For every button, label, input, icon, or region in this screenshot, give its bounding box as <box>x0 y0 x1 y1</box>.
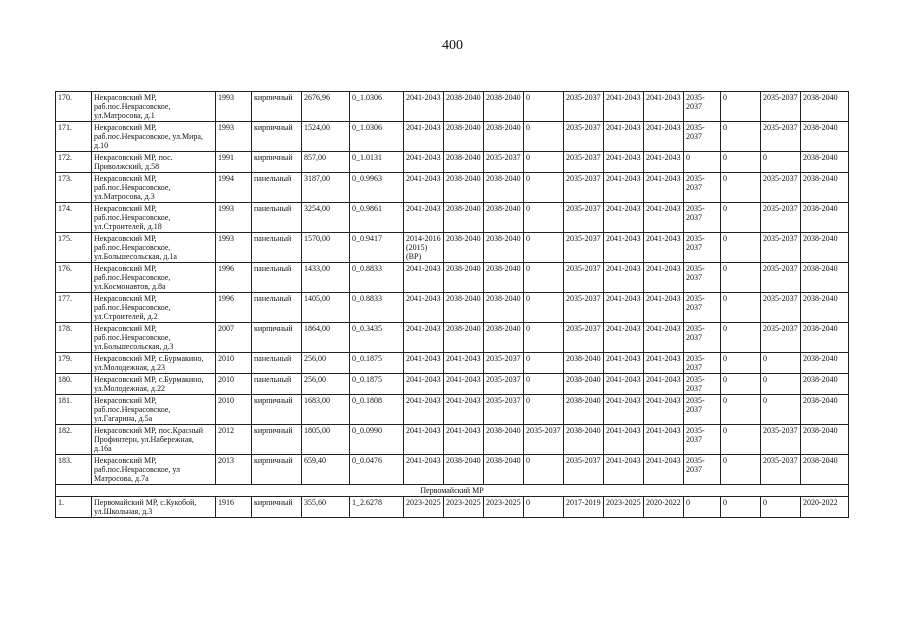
cell-period-9: 0 <box>721 173 761 203</box>
cell-area: 1524,00 <box>302 122 350 152</box>
cell-period-7: 2041-2043 <box>644 374 684 395</box>
cell-wall-material: панельный <box>252 293 302 323</box>
cell-wall-material: кирпичный <box>252 323 302 353</box>
cell-period-4: 0 <box>524 122 564 152</box>
cell-index: 1_2.6278 <box>350 497 404 518</box>
cell-period-8: 0 <box>684 152 721 173</box>
table-row <box>56 173 849 203</box>
cell-area: 659,40 <box>302 455 350 485</box>
cell-period-7: 2020-2022 <box>644 497 684 518</box>
cell-period-8: 2035-2037 <box>684 122 721 152</box>
cell-area: 857,00 <box>302 152 350 173</box>
cell-period-5: 2035-2037 <box>564 455 604 485</box>
cell-period-9: 0 <box>721 374 761 395</box>
cell-period-4: 0 <box>524 395 564 425</box>
cell-wall-material: панельный <box>252 353 302 374</box>
cell-period-8: 2035-2037 <box>684 425 721 455</box>
table-row <box>56 263 849 293</box>
cell-period-7: 2041-2043 <box>644 263 684 293</box>
cell-address: Некрасовский МР, пос.Красный Профинтерн, ул.Набережная, д.16а <box>92 425 216 455</box>
cell-period-8: 2035-2037 <box>684 323 721 353</box>
cell-year-built: 1991 <box>216 152 252 173</box>
cell-period-6: 2041-2043 <box>604 293 644 323</box>
cell-period-10: 0 <box>761 395 801 425</box>
cell-year-built: 1993 <box>216 122 252 152</box>
cell-period-1: 2041-2043 <box>404 293 444 323</box>
cell-period-6: 2041-2043 <box>604 203 644 233</box>
cell-wall-material: кирпичный <box>252 122 302 152</box>
cell-row-number: 180. <box>56 374 92 395</box>
cell-period-1: 2041-2043 <box>404 92 444 122</box>
cell-year-built: 1993 <box>216 92 252 122</box>
cell-period-6: 2041-2043 <box>604 455 644 485</box>
cell-period-8: 2035-2037 <box>684 353 721 374</box>
cell-period-2: 2038-2040 <box>444 293 484 323</box>
cell-period-8: 2035-2037 <box>684 92 721 122</box>
cell-period-11: 2038-2040 <box>801 374 849 395</box>
cell-area: 3254,00 <box>302 203 350 233</box>
cell-index: 0_1.0306 <box>350 92 404 122</box>
cell-index: 0_0.1875 <box>350 353 404 374</box>
cell-period-4: 0 <box>524 353 564 374</box>
cell-period-11: 2038-2040 <box>801 152 849 173</box>
cell-area: 1683,00 <box>302 395 350 425</box>
cell-period-11: 2038-2040 <box>801 92 849 122</box>
cell-period-4: 0 <box>524 173 564 203</box>
cell-address: Некрасовский МР, раб.пос.Некрасовское, ул.Гагарина, д.5а <box>92 395 216 425</box>
cell-index: 0_0.8833 <box>350 293 404 323</box>
cell-period-2: 2038-2040 <box>444 152 484 173</box>
cell-index: 0_0.9963 <box>350 173 404 203</box>
cell-area: 256,00 <box>302 374 350 395</box>
cell-period-3: 2038-2040 <box>484 263 524 293</box>
cell-area: 256,00 <box>302 353 350 374</box>
cell-period-10: 2035-2037 <box>761 203 801 233</box>
cell-period-2: 2041-2043 <box>444 353 484 374</box>
table-row <box>56 323 849 353</box>
cell-period-8: 2035-2037 <box>684 455 721 485</box>
cell-period-6: 2041-2043 <box>604 152 644 173</box>
cell-row-number: 175. <box>56 233 92 263</box>
cell-period-11: 2038-2040 <box>801 353 849 374</box>
housing-registry-table <box>55 91 849 518</box>
cell-period-2: 2041-2043 <box>444 395 484 425</box>
cell-period-9: 0 <box>721 233 761 263</box>
cell-period-3: 2038-2040 <box>484 92 524 122</box>
cell-period-10: 0 <box>761 374 801 395</box>
cell-period-7: 2041-2043 <box>644 293 684 323</box>
cell-period-3: 2038-2040 <box>484 293 524 323</box>
cell-year-built: 1993 <box>216 233 252 263</box>
cell-wall-material: кирпичный <box>252 152 302 173</box>
cell-period-4: 0 <box>524 374 564 395</box>
cell-period-3: 2035-2037 <box>484 374 524 395</box>
cell-period-9: 0 <box>721 203 761 233</box>
cell-row-number: 173. <box>56 173 92 203</box>
cell-period-8: 2035-2037 <box>684 233 721 263</box>
cell-period-5: 2035-2037 <box>564 173 604 203</box>
cell-row-number: 174. <box>56 203 92 233</box>
cell-address: Некрасовский МР, раб.пос.Некрасовское, ул.Строителей, д.2 <box>92 293 216 323</box>
cell-period-5: 2035-2037 <box>564 152 604 173</box>
cell-period-10: 2035-2037 <box>761 293 801 323</box>
cell-period-9: 0 <box>721 425 761 455</box>
cell-period-7: 2041-2043 <box>644 122 684 152</box>
table-row <box>56 152 849 173</box>
table-row <box>56 203 849 233</box>
cell-area: 1405,00 <box>302 293 350 323</box>
cell-address: Некрасовский МР, раб.пос.Некрасовское, ул.Матросова, д.3 <box>92 173 216 203</box>
cell-period-9: 0 <box>721 497 761 518</box>
cell-period-4: 2035-2037 <box>524 425 564 455</box>
cell-period-4: 0 <box>524 152 564 173</box>
cell-period-6: 2041-2043 <box>604 263 644 293</box>
cell-period-10: 2035-2037 <box>761 233 801 263</box>
cell-period-1: 2041-2043 <box>404 263 444 293</box>
cell-index: 0_1.0306 <box>350 122 404 152</box>
cell-period-8: 2035-2037 <box>684 263 721 293</box>
cell-address: Некрасовский МР, раб.пос.Некрасовское, ул.Большесольская, д.1а <box>92 233 216 263</box>
cell-row-number: 172. <box>56 152 92 173</box>
table-row <box>56 374 849 395</box>
cell-row-number: 177. <box>56 293 92 323</box>
cell-period-7: 2041-2043 <box>644 455 684 485</box>
cell-address: Некрасовский МР, раб.пос.Некрасовское, ул.Большесольская, д.3 <box>92 323 216 353</box>
cell-row-number: 178. <box>56 323 92 353</box>
cell-period-5: 2035-2037 <box>564 293 604 323</box>
cell-period-11: 2038-2040 <box>801 323 849 353</box>
cell-period-3: 2035-2037 <box>484 353 524 374</box>
cell-address: Некрасовский МР, с.Бурмакино, ул.Молодежная, д.22 <box>92 374 216 395</box>
cell-period-9: 0 <box>721 293 761 323</box>
cell-period-6: 2041-2043 <box>604 173 644 203</box>
cell-period-8: 2035-2037 <box>684 203 721 233</box>
cell-period-2: 2038-2040 <box>444 233 484 263</box>
cell-period-9: 0 <box>721 152 761 173</box>
cell-area: 355,60 <box>302 497 350 518</box>
cell-period-5: 2035-2037 <box>564 233 604 263</box>
cell-period-1: 2041-2043 <box>404 203 444 233</box>
cell-wall-material: панельный <box>252 263 302 293</box>
cell-period-11: 2038-2040 <box>801 233 849 263</box>
cell-period-10: 2035-2037 <box>761 323 801 353</box>
cell-period-2: 2041-2043 <box>444 425 484 455</box>
cell-row-number: 171. <box>56 122 92 152</box>
table-row <box>56 425 849 455</box>
table-row <box>56 233 849 263</box>
cell-period-11: 2038-2040 <box>801 263 849 293</box>
cell-area: 1805,00 <box>302 425 350 455</box>
cell-period-10: 2035-2037 <box>761 455 801 485</box>
cell-period-4: 0 <box>524 455 564 485</box>
cell-address: Некрасовский МР, раб.пос.Некрасовское, ул.Мира, д.10 <box>92 122 216 152</box>
cell-address: Некрасовский МР, раб.пос.Некрасовское, ул.Строителей, д.18 <box>92 203 216 233</box>
cell-period-6: 2041-2043 <box>604 395 644 425</box>
cell-address: Некрасовский МР, раб.пос.Некрасовское, ул Матросова, д.7а <box>92 455 216 485</box>
cell-period-11: 2038-2040 <box>801 425 849 455</box>
cell-wall-material: панельный <box>252 173 302 203</box>
cell-period-10: 2035-2037 <box>761 263 801 293</box>
cell-period-7: 2041-2043 <box>644 173 684 203</box>
cell-period-8: 2035-2037 <box>684 395 721 425</box>
cell-period-7: 2041-2043 <box>644 92 684 122</box>
cell-period-9: 0 <box>721 353 761 374</box>
cell-year-built: 2013 <box>216 455 252 485</box>
cell-period-9: 0 <box>721 92 761 122</box>
cell-period-1: 2041-2043 <box>404 395 444 425</box>
cell-period-1: 2014-2016 (2015) (ВР) <box>404 233 444 263</box>
cell-wall-material: панельный <box>252 203 302 233</box>
cell-period-4: 0 <box>524 497 564 518</box>
cell-period-10: 2035-2037 <box>761 173 801 203</box>
table-row <box>56 497 849 518</box>
cell-period-4: 0 <box>524 263 564 293</box>
cell-row-number: 1. <box>56 497 92 518</box>
cell-period-5: 2038-2040 <box>564 353 604 374</box>
cell-period-10: 2035-2037 <box>761 92 801 122</box>
table-row <box>56 353 849 374</box>
cell-period-11: 2038-2040 <box>801 293 849 323</box>
cell-row-number: 181. <box>56 395 92 425</box>
cell-period-4: 0 <box>524 233 564 263</box>
cell-period-5: 2038-2040 <box>564 395 604 425</box>
cell-index: 0_0.9861 <box>350 203 404 233</box>
cell-period-9: 0 <box>721 395 761 425</box>
cell-period-3: 2023-2025 <box>484 497 524 518</box>
cell-period-6: 2041-2043 <box>604 353 644 374</box>
cell-index: 0_1.0131 <box>350 152 404 173</box>
cell-period-2: 2038-2040 <box>444 323 484 353</box>
cell-period-7: 2041-2043 <box>644 323 684 353</box>
cell-period-8: 2035-2037 <box>684 293 721 323</box>
cell-period-10: 0 <box>761 152 801 173</box>
cell-period-7: 2041-2043 <box>644 203 684 233</box>
cell-period-1: 2041-2043 <box>404 353 444 374</box>
cell-address: Некрасовский МР, раб.пос.Некрасовское, ул.Космонавтов, д.8а <box>92 263 216 293</box>
table-row <box>56 455 849 485</box>
cell-period-11: 2038-2040 <box>801 203 849 233</box>
section-row <box>56 485 849 497</box>
cell-period-1: 2041-2043 <box>404 173 444 203</box>
cell-period-8: 2035-2037 <box>684 374 721 395</box>
cell-address: Некрасовский МР, с.Бурмакино, ул.Молодежная, д.23 <box>92 353 216 374</box>
cell-period-7: 2041-2043 <box>644 395 684 425</box>
cell-period-3: 2038-2040 <box>484 425 524 455</box>
cell-area: 3187,00 <box>302 173 350 203</box>
cell-period-11: 2038-2040 <box>801 395 849 425</box>
cell-period-3: 2038-2040 <box>484 173 524 203</box>
section-title: Первомайский МР <box>56 485 849 497</box>
cell-row-number: 182. <box>56 425 92 455</box>
cell-wall-material: кирпичный <box>252 497 302 518</box>
table-row <box>56 122 849 152</box>
cell-index: 0_0.8833 <box>350 263 404 293</box>
cell-period-11: 2038-2040 <box>801 455 849 485</box>
cell-period-2: 2038-2040 <box>444 455 484 485</box>
cell-period-8: 0 <box>684 497 721 518</box>
cell-period-3: 2038-2040 <box>484 203 524 233</box>
cell-address: Некрасовский МР, раб.пос.Некрасовское, ул.Матросова, д.1 <box>92 92 216 122</box>
cell-period-8: 2035-2037 <box>684 173 721 203</box>
cell-period-3: 2038-2040 <box>484 455 524 485</box>
cell-year-built: 2010 <box>216 374 252 395</box>
cell-area: 1433,00 <box>302 263 350 293</box>
cell-period-9: 0 <box>721 455 761 485</box>
cell-period-6: 2041-2043 <box>604 233 644 263</box>
cell-index: 0_0.1808 <box>350 395 404 425</box>
cell-period-3: 2038-2040 <box>484 323 524 353</box>
cell-period-1: 2041-2043 <box>404 152 444 173</box>
cell-period-11: 2038-2040 <box>801 122 849 152</box>
cell-period-1: 2041-2043 <box>404 425 444 455</box>
cell-area: 1864,00 <box>302 323 350 353</box>
cell-year-built: 1994 <box>216 173 252 203</box>
cell-period-9: 0 <box>721 122 761 152</box>
cell-index: 0_0.9417 <box>350 233 404 263</box>
cell-area: 2676,96 <box>302 92 350 122</box>
cell-period-3: 2038-2040 <box>484 122 524 152</box>
cell-year-built: 2012 <box>216 425 252 455</box>
cell-period-10: 0 <box>761 497 801 518</box>
cell-period-2: 2023-2025 <box>444 497 484 518</box>
cell-year-built: 2010 <box>216 395 252 425</box>
cell-period-6: 2041-2043 <box>604 374 644 395</box>
cell-period-1: 2041-2043 <box>404 374 444 395</box>
cell-period-7: 2041-2043 <box>644 152 684 173</box>
cell-row-number: 170. <box>56 92 92 122</box>
cell-period-4: 0 <box>524 293 564 323</box>
cell-period-5: 2038-2040 <box>564 374 604 395</box>
cell-period-4: 0 <box>524 203 564 233</box>
cell-period-6: 2041-2043 <box>604 92 644 122</box>
cell-period-1: 2041-2043 <box>404 455 444 485</box>
cell-period-10: 2035-2037 <box>761 425 801 455</box>
cell-year-built: 1993 <box>216 203 252 233</box>
cell-period-2: 2038-2040 <box>444 263 484 293</box>
cell-period-1: 2041-2043 <box>404 122 444 152</box>
cell-period-5: 2035-2037 <box>564 92 604 122</box>
cell-wall-material: кирпичный <box>252 395 302 425</box>
table-row <box>56 293 849 323</box>
cell-period-10: 0 <box>761 353 801 374</box>
cell-period-5: 2035-2037 <box>564 323 604 353</box>
cell-period-10: 2035-2037 <box>761 122 801 152</box>
cell-wall-material: кирпичный <box>252 455 302 485</box>
cell-period-7: 2041-2043 <box>644 425 684 455</box>
cell-period-4: 0 <box>524 323 564 353</box>
table-row <box>56 395 849 425</box>
cell-period-5: 2035-2037 <box>564 122 604 152</box>
cell-area: 1570,00 <box>302 233 350 263</box>
cell-year-built: 1996 <box>216 293 252 323</box>
table-row <box>56 92 849 122</box>
cell-period-6: 2023-2025 <box>604 497 644 518</box>
cell-period-11: 2038-2040 <box>801 173 849 203</box>
cell-period-2: 2041-2043 <box>444 374 484 395</box>
cell-period-5: 2038-2040 <box>564 425 604 455</box>
cell-row-number: 183. <box>56 455 92 485</box>
cell-period-9: 0 <box>721 263 761 293</box>
page-number: 400 <box>442 38 463 53</box>
cell-period-7: 2041-2043 <box>644 233 684 263</box>
cell-year-built: 2010 <box>216 353 252 374</box>
cell-period-7: 2041-2043 <box>644 353 684 374</box>
cell-period-1: 2023-2025 <box>404 497 444 518</box>
cell-year-built: 1916 <box>216 497 252 518</box>
cell-period-3: 2035-2037 <box>484 152 524 173</box>
cell-period-1: 2041-2043 <box>404 323 444 353</box>
cell-period-3: 2038-2040 <box>484 233 524 263</box>
cell-index: 0_0.0990 <box>350 425 404 455</box>
cell-row-number: 176. <box>56 263 92 293</box>
cell-address: Первомайский МР, с.Кукобой, ул.Школьная, д.3 <box>92 497 216 518</box>
cell-period-5: 2035-2037 <box>564 263 604 293</box>
cell-index: 0_0.3435 <box>350 323 404 353</box>
cell-period-11: 2020-2022 <box>801 497 849 518</box>
cell-period-2: 2038-2040 <box>444 173 484 203</box>
cell-row-number: 179. <box>56 353 92 374</box>
cell-wall-material: кирпичный <box>252 425 302 455</box>
cell-index: 0_0.0476 <box>350 455 404 485</box>
cell-period-4: 0 <box>524 92 564 122</box>
cell-year-built: 2007 <box>216 323 252 353</box>
cell-index: 0_0.1875 <box>350 374 404 395</box>
cell-period-6: 2041-2043 <box>604 323 644 353</box>
cell-period-2: 2038-2040 <box>444 122 484 152</box>
cell-year-built: 1996 <box>216 263 252 293</box>
cell-period-6: 2041-2043 <box>604 425 644 455</box>
cell-wall-material: кирпичный <box>252 92 302 122</box>
cell-period-6: 2041-2043 <box>604 122 644 152</box>
cell-period-2: 2038-2040 <box>444 92 484 122</box>
cell-period-3: 2035-2037 <box>484 395 524 425</box>
cell-period-5: 2035-2037 <box>564 203 604 233</box>
cell-period-2: 2038-2040 <box>444 203 484 233</box>
cell-period-9: 0 <box>721 323 761 353</box>
cell-wall-material: панельный <box>252 233 302 263</box>
cell-period-5: 2017-2019 <box>564 497 604 518</box>
cell-wall-material: панельный <box>252 374 302 395</box>
cell-address: Некрасовский МР, пос. Приволжский, д.58 <box>92 152 216 173</box>
